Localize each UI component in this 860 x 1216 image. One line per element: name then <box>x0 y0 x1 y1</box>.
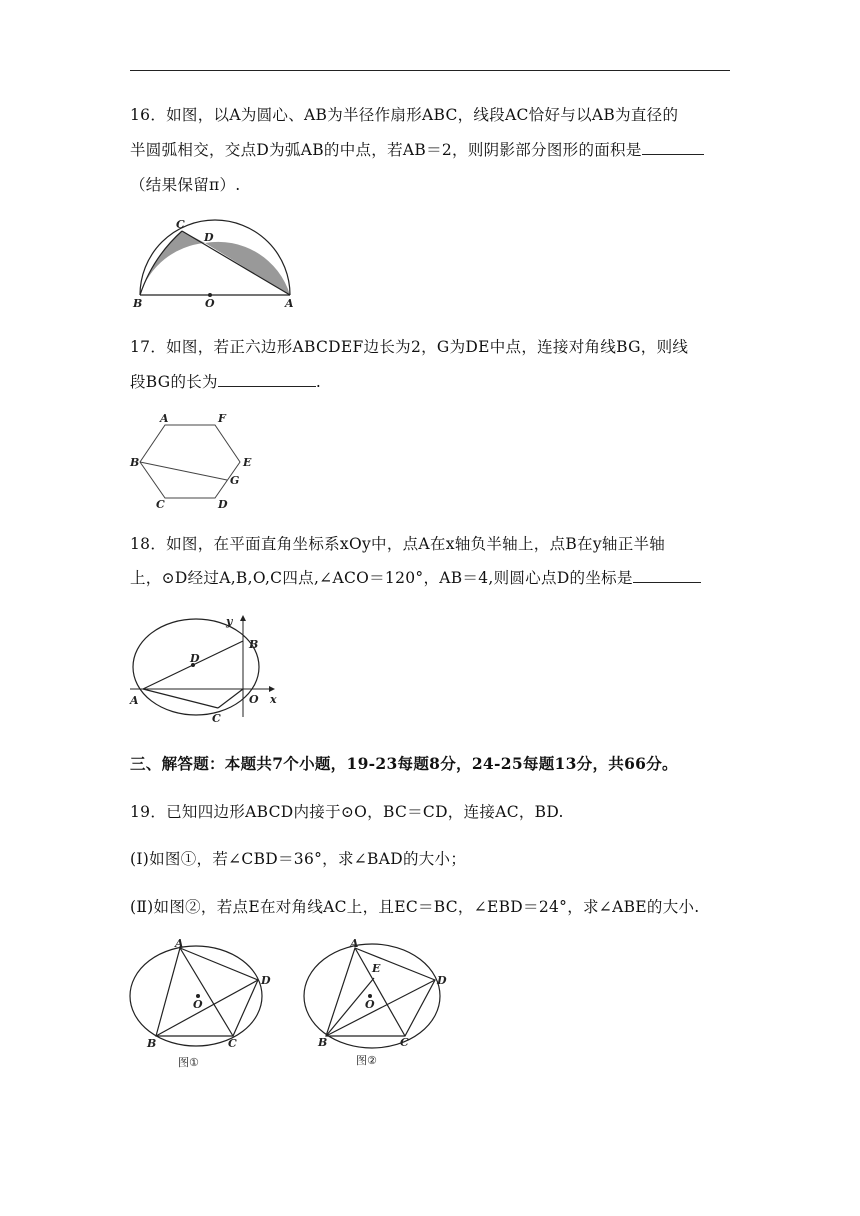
q18-label-a: A <box>130 694 139 707</box>
q19-fig2-label-d: D <box>437 974 447 987</box>
q18-line2: 上，⊙D经过A,B,O,C四点,∠ACO＝120°，AB＝4,则圆心点D的坐标是 <box>130 568 730 588</box>
q19-figure-2 <box>300 938 450 1073</box>
q17-label-f: F <box>218 412 226 425</box>
q17-line1: 17．如图，若正六边形ABCDEF边长为2，G为DE中点，连接对角线BG，则线 <box>130 338 689 356</box>
q16-line1: 16．如图，以A为圆心、AB为半径作扇形ABC，线段AC恰好与以AB为直径的 <box>130 106 679 124</box>
q16-figure <box>130 215 300 310</box>
q17-figure <box>130 410 260 510</box>
q18-label-x: x <box>270 693 277 706</box>
q19-fig1-label-a: A <box>175 937 184 950</box>
q16-line3: （结果保留π）. <box>130 176 241 194</box>
q19-line1: 19．已知四边形ABCD内接于⊙O，BC＝CD，连接AC，BD. <box>130 803 564 821</box>
q19-fig2-caption: 图② <box>356 1054 377 1067</box>
q17-label-a: A <box>160 412 169 425</box>
q19-fig1-label-b: B <box>147 1037 157 1050</box>
q19-fig2-label-b: B <box>318 1036 328 1049</box>
q17-label-b: B <box>130 456 140 469</box>
q19-fig2-label-a: A <box>350 937 359 950</box>
q16-label-c: C <box>176 218 185 231</box>
q19-fig1-caption: 图① <box>178 1056 199 1069</box>
q16-answer-blank[interactable] <box>642 141 704 155</box>
q18-line1: 18．如图，在平面直角坐标系xOy中，点A在x轴负半轴上，点B在y轴正半轴 <box>130 535 666 553</box>
q18-label-y: y <box>226 615 233 628</box>
q19-figure-1 <box>128 938 273 1073</box>
q19-part2: (Ⅱ)如图②，若点E在对角线AC上，且EC＝BC，∠EBD＝24°，求∠ABE的大小. <box>130 898 700 916</box>
header-rule <box>130 70 730 71</box>
q18-answer-blank[interactable] <box>633 569 701 583</box>
q17-label-c: C <box>156 498 165 511</box>
q18-label-o: O <box>249 693 259 706</box>
section3-heading: 三、解答题：本题共7个小题，19-23每题8分，24-25每题13分，共66分。 <box>130 754 678 773</box>
q18-figure <box>128 612 288 724</box>
q16-line2: 半圆弧相交，交点D为弧AB的中点，若AB＝2，则阴影部分图形的面积是 <box>130 140 730 160</box>
q19-fig2-label-e: E <box>372 962 381 975</box>
q17-label-e: E <box>243 456 252 469</box>
q17-line2: 段BG的长为 . <box>130 373 322 391</box>
q18-label-d: D <box>190 652 200 665</box>
q17-answer-blank[interactable] <box>218 373 316 387</box>
q19-fig1-label-c: C <box>228 1037 237 1050</box>
q19-part1: (Ⅰ)如图①，若∠CBD＝36°，求∠BAD的大小； <box>130 850 467 868</box>
q16-label-b: B <box>133 297 143 310</box>
q16-label-o: O <box>205 297 215 310</box>
q19-fig2-label-o: O <box>365 998 375 1011</box>
q18-label-c: C <box>212 712 221 725</box>
q17-label-g: G <box>230 474 240 487</box>
q19-fig2-label-c: C <box>400 1036 409 1049</box>
q19-fig1-label-d: D <box>261 974 271 987</box>
q19-fig1-label-o: O <box>193 998 203 1011</box>
q16-label-d: D <box>204 231 214 244</box>
q16-label-a: A <box>285 297 294 310</box>
q18-label-b: B <box>249 638 259 651</box>
q17-label-d: D <box>218 498 228 511</box>
